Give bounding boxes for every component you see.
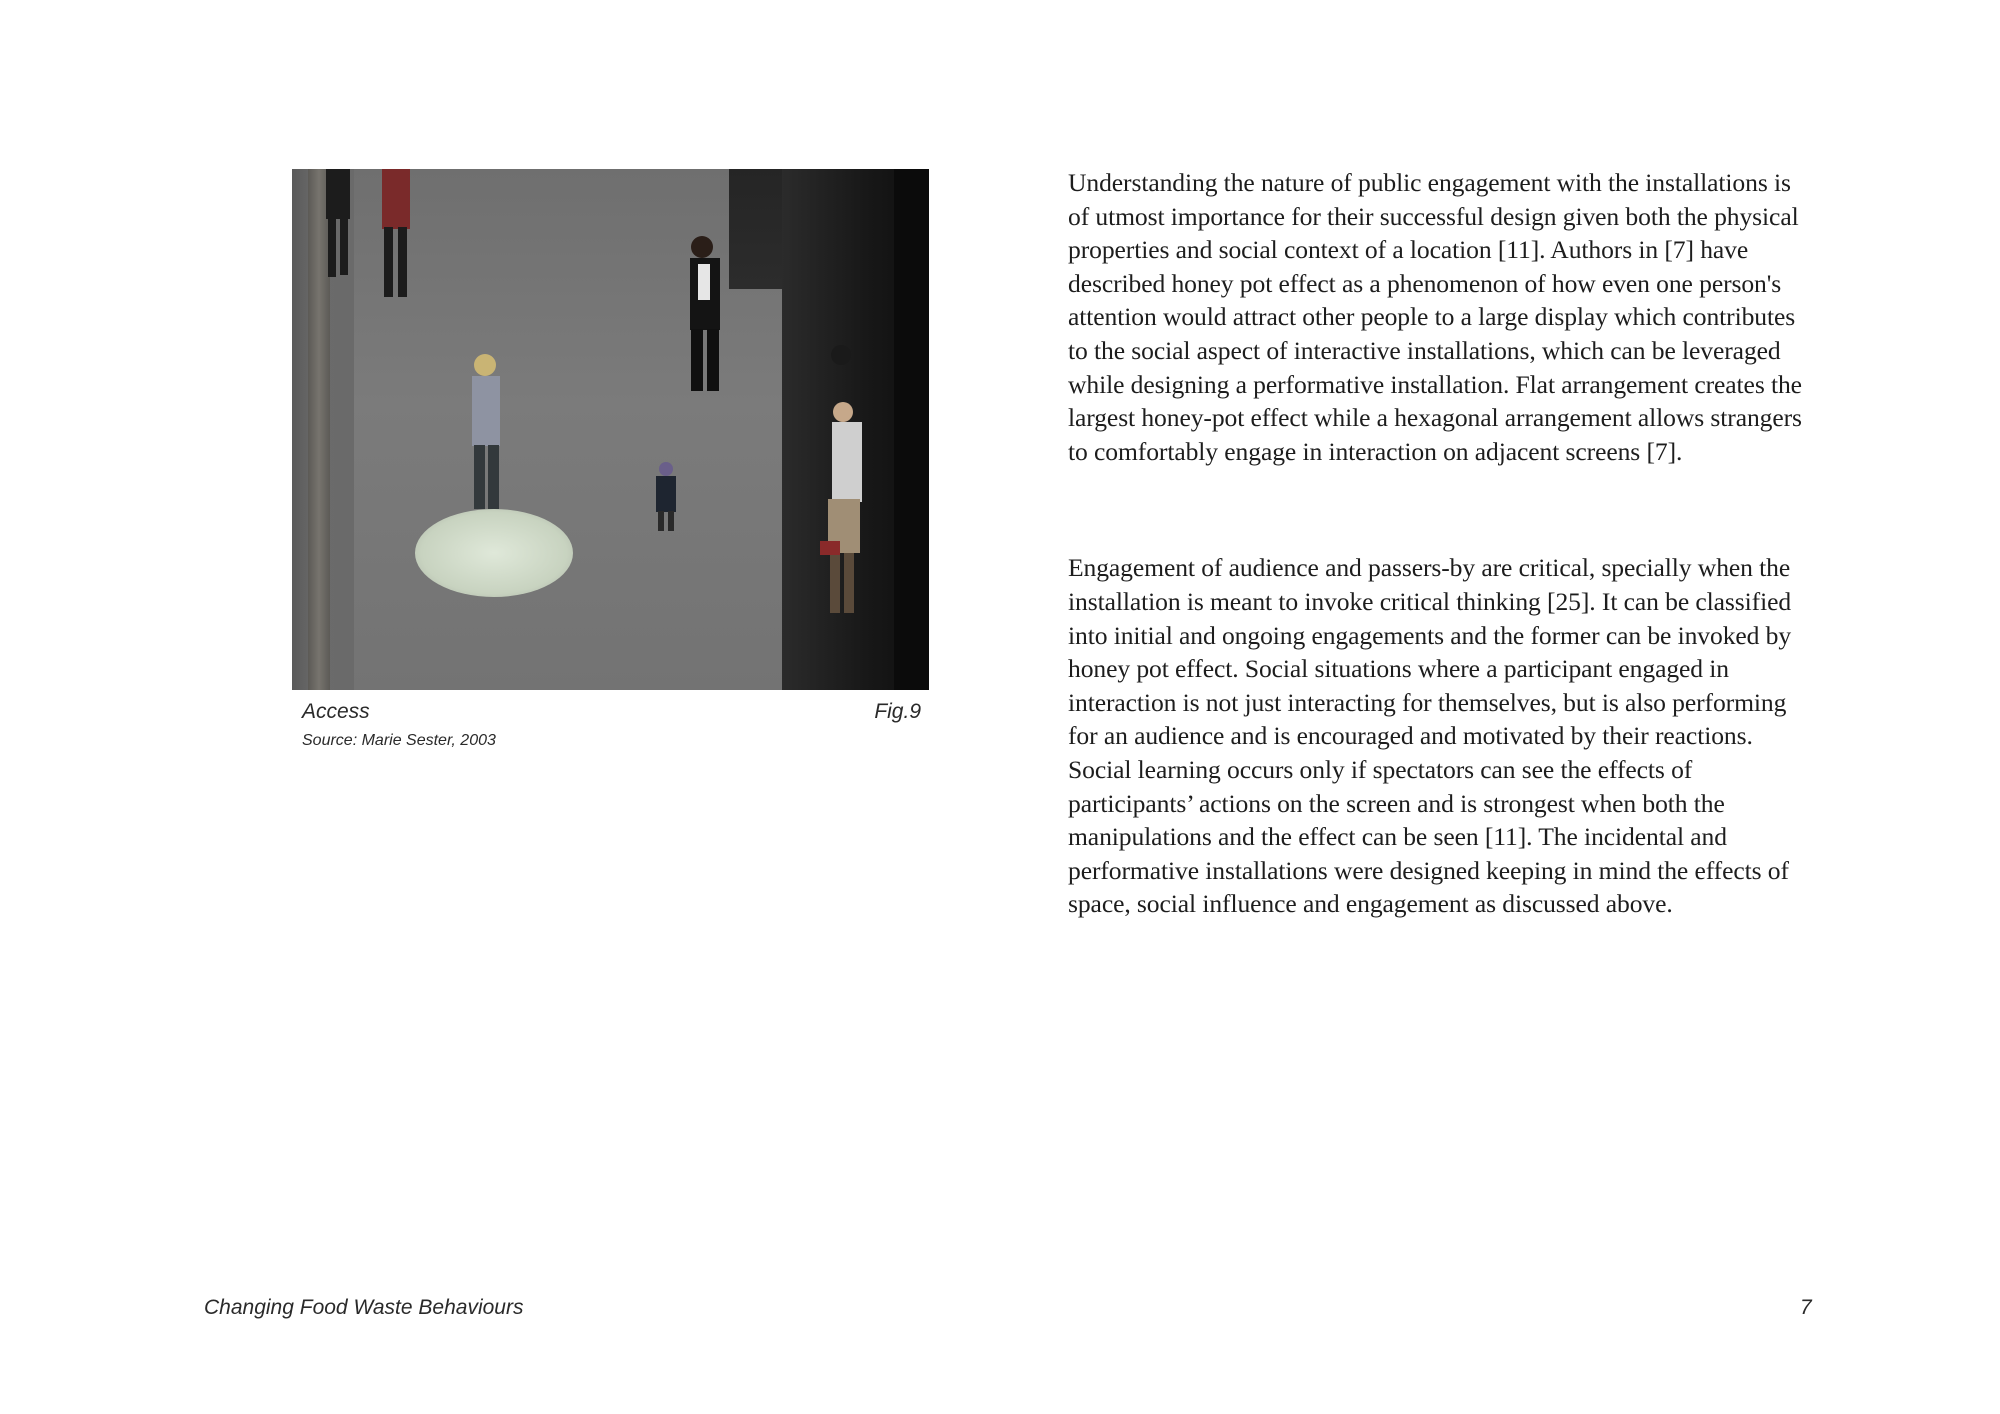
body-text bbox=[1068, 166, 1818, 921]
figure-photo bbox=[292, 169, 929, 690]
paragraph: Engagement of audience and passers-by are critical, specially when the installation is meant to invoke critical thinking [25]. It can be classified into initial and ongoing engagements and the former can be invoked by honey pot effect. Social situations where a participant engaged in interaction is not just interacting for themselves, but is also performing for an audience and is encouraged and motivated by their reactions. Social learning occurs only if spectators can see the effects of participants’ actions on the screen and is strongest when both the manipulations and the effect can be seen [11]. The incidental and performative installations were designed keeping in mind the effects of space, social influence and engagement as discussed above. bbox=[1068, 553, 1792, 919]
page-number: 7 bbox=[1800, 1296, 1812, 1319]
figure bbox=[292, 169, 929, 750]
paragraph: Understanding the nature of public engagement with the installations is of utmost importance for their successful design given both the physical properties and social context of a location [11]. Authors in [7] have described honey pot effect as a phenomenon of how even one person's attention would attract other people to a large display which contributes to the social aspect of interactive installations, which can be leveraged while designing a performative installation. Flat arrangement creates the largest honey-pot effect while a hexagonal arrangement allows strangers to comfortably engage in interaction on adjacent screens [7]. bbox=[1068, 168, 1802, 466]
figure-source: Source: Marie Sester, 2003 bbox=[302, 732, 496, 749]
figure-title: Access bbox=[302, 700, 370, 723]
people-illustration bbox=[292, 169, 929, 690]
footer-document-title: Changing Food Waste Behaviours bbox=[204, 1296, 524, 1319]
figure-label: Fig.9 bbox=[874, 700, 921, 723]
